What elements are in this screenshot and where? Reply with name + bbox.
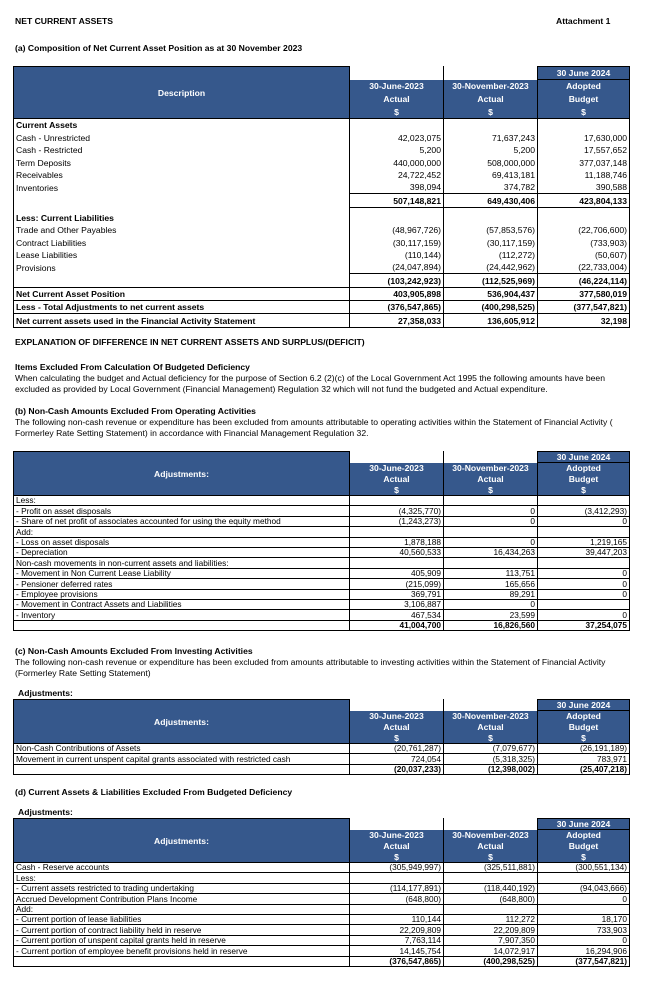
col-budget-line3: Budget (538, 722, 630, 733)
section-b-title: (b) Non-Cash Amounts Excluded From Operating Activities (15, 406, 256, 416)
col-june-line3: $ (350, 852, 444, 863)
value-june-2023: (30,117,159) (350, 236, 444, 248)
table-row (14, 314, 630, 327)
row-label (14, 620, 350, 630)
value-budget-2024: 0 (538, 589, 630, 599)
table-row (14, 224, 630, 236)
value-nov-2023 (444, 527, 538, 537)
value-june-2023: 507,148,821 (350, 194, 444, 207)
value-budget-2024: 39,447,203 (538, 547, 630, 557)
col-adjustments: Adjustments: (14, 452, 350, 496)
value-budget-2024 (538, 119, 630, 132)
operating-adjustments-table (13, 451, 630, 631)
row-label: - Profit on asset disposals (14, 506, 350, 516)
col-budget-line2: Adopted (538, 711, 630, 722)
table-row (14, 894, 630, 904)
value-june-2023: 27,358,033 (350, 314, 444, 327)
value-budget-2024: 733,903 (538, 925, 630, 935)
value-budget-2024 (538, 207, 630, 224)
value-june-2023 (350, 873, 444, 883)
col-june-line2: Actual (350, 841, 444, 852)
value-june-2023: 3,106,887 (350, 599, 444, 609)
row-label: Trade and Other Payables (14, 224, 350, 236)
col-budget-line1: 30 June 2024 (538, 452, 630, 463)
value-budget-2024: 390,588 (538, 181, 630, 194)
value-june-2023 (350, 119, 444, 132)
value-june-2023: (110,144) (350, 249, 444, 261)
table-row (14, 873, 630, 883)
col-nov-line3: $ (444, 733, 538, 744)
value-nov-2023: 536,904,437 (444, 287, 538, 300)
row-label: Non-Cash Contributions of Assets (14, 744, 350, 754)
col-budget-line1: 30 June 2024 (538, 67, 630, 80)
value-budget-2024: (46,224,114) (538, 274, 630, 287)
value-june-2023: (20,037,233) (350, 764, 444, 774)
table-row (14, 925, 630, 935)
value-june-2023: (114,177,891) (350, 883, 444, 893)
col-budget-line4: $ (538, 733, 630, 744)
col-nov-line2: Actual (444, 841, 538, 852)
section-c-title: (c) Non-Cash Amounts Excluded From Investing Activities (15, 646, 253, 656)
value-nov-2023 (444, 904, 538, 914)
col-budget-line3: Budget (538, 474, 630, 485)
value-nov-2023: 16,826,560 (444, 620, 538, 630)
value-budget-2024: (377,547,821) (538, 956, 630, 966)
table-row (14, 946, 630, 956)
row-label: Net current assets used in the Financial Activity Statement (14, 314, 350, 327)
row-label: - Depreciation (14, 547, 350, 557)
subtotal-row (14, 764, 630, 774)
section-d-subtitle: Adjustments: (18, 807, 73, 817)
page-title: NET CURRENT ASSETS (15, 16, 114, 26)
value-june-2023: (376,547,865) (350, 301, 444, 314)
value-june-2023: (24,047,894) (350, 261, 444, 274)
value-budget-2024: 17,630,000 (538, 131, 630, 143)
col-june-line3: $ (350, 106, 444, 119)
value-budget-2024: 11,188,746 (538, 169, 630, 181)
row-label: Provisions (14, 261, 350, 274)
subtotal-row (14, 956, 630, 966)
table-row (14, 181, 630, 194)
table-row (14, 883, 630, 893)
value-budget-2024: (25,407,218) (538, 764, 630, 774)
col-june-line2: Actual (350, 474, 444, 485)
row-label: - Loss on asset disposals (14, 537, 350, 547)
value-nov-2023: 165,656 (444, 579, 538, 589)
col-nov-line3: $ (444, 106, 538, 119)
col-budget-line1: 30 June 2024 (538, 819, 630, 830)
table-row (14, 863, 630, 873)
value-nov-2023: 112,272 (444, 914, 538, 924)
row-label: Less: (14, 873, 350, 883)
row-label: Inventories (14, 181, 350, 194)
row-label: - Employee provisions (14, 589, 350, 599)
row-label: Cash - Restricted (14, 144, 350, 156)
col-nov-line2: Actual (444, 722, 538, 733)
value-june-2023: 110,144 (350, 914, 444, 924)
subtotal-row (14, 274, 630, 287)
table-row (14, 754, 630, 764)
table-row (14, 547, 630, 557)
value-nov-2023: (57,853,576) (444, 224, 538, 236)
value-june-2023 (350, 496, 444, 506)
value-june-2023: 403,905,898 (350, 287, 444, 300)
table-row (14, 914, 630, 924)
subtotal-row (14, 620, 630, 630)
value-june-2023 (350, 558, 444, 568)
items-excluded-title: Items Excluded From Calculation Of Budgeted Deficiency (15, 362, 250, 372)
value-budget-2024: 0 (538, 894, 630, 904)
value-nov-2023: 0 (444, 537, 538, 547)
row-label: - Pensioner deferred rates (14, 579, 350, 589)
row-label: Current Assets (14, 119, 350, 132)
col-budget-line2: Adopted (538, 80, 630, 93)
col-june-line3: $ (350, 733, 444, 744)
table-row (14, 169, 630, 181)
value-june-2023: (20,761,287) (350, 744, 444, 754)
value-budget-2024 (538, 527, 630, 537)
value-june-2023 (350, 904, 444, 914)
row-label: Less - Total Adjustments to net current assets (14, 301, 350, 314)
value-budget-2024: (50,607) (538, 249, 630, 261)
table-row (14, 527, 630, 537)
table-row (14, 249, 630, 261)
col-june-line1: 30-June-2023 (350, 830, 444, 841)
table-row (14, 287, 630, 300)
value-nov-2023: 136,605,912 (444, 314, 538, 327)
value-budget-2024 (538, 904, 630, 914)
value-nov-2023: (30,117,159) (444, 236, 538, 248)
value-budget-2024: 783,971 (538, 754, 630, 764)
value-nov-2023: 69,413,181 (444, 169, 538, 181)
row-label: Term Deposits (14, 156, 350, 168)
row-label: - Current portion of unspent capital grants held in reserve (14, 935, 350, 945)
value-nov-2023: 508,000,000 (444, 156, 538, 168)
table-row (14, 261, 630, 274)
value-budget-2024: 37,254,075 (538, 620, 630, 630)
row-label: - Inventory (14, 610, 350, 620)
col-budget-line4: $ (538, 485, 630, 496)
row-label: Cash - Unrestricted (14, 131, 350, 143)
table-row (14, 579, 630, 589)
value-june-2023: 42,023,075 (350, 131, 444, 143)
value-nov-2023: (400,298,525) (444, 956, 538, 966)
row-label: - Share of net profit of associates accounted for using the equity method (14, 516, 350, 526)
value-nov-2023: (5,318,325) (444, 754, 538, 764)
col-june-line3: $ (350, 485, 444, 496)
value-budget-2024: (22,733,004) (538, 261, 630, 274)
value-june-2023: (48,967,726) (350, 224, 444, 236)
table-row (14, 506, 630, 516)
value-budget-2024 (538, 599, 630, 609)
value-nov-2023: (12,398,002) (444, 764, 538, 774)
table-row (14, 935, 630, 945)
value-june-2023: 1,878,188 (350, 537, 444, 547)
value-june-2023 (350, 207, 444, 224)
value-budget-2024: (22,706,600) (538, 224, 630, 236)
row-label: Contract Liabilities (14, 236, 350, 248)
value-nov-2023: (24,442,962) (444, 261, 538, 274)
value-nov-2023 (444, 496, 538, 506)
col-budget-line2: Adopted (538, 830, 630, 841)
value-nov-2023: 0 (444, 506, 538, 516)
value-budget-2024: (94,043,666) (538, 883, 630, 893)
current-assets-liabilities-table (13, 818, 630, 967)
col-budget-line1: 30 June 2024 (538, 700, 630, 711)
col-june-line1: 30-June-2023 (350, 463, 444, 474)
value-budget-2024: 0 (538, 610, 630, 620)
value-budget-2024 (538, 496, 630, 506)
col-nov-line1: 30-November-2023 (444, 80, 538, 93)
value-nov-2023: 71,637,243 (444, 131, 538, 143)
col-budget-line3: Budget (538, 93, 630, 106)
value-june-2023: 369,791 (350, 589, 444, 599)
col-budget-line2: Adopted (538, 463, 630, 474)
col-budget-line4: $ (538, 852, 630, 863)
row-label: - Movement in Non Current Lease Liability (14, 568, 350, 578)
value-nov-2023: 14,072,917 (444, 946, 538, 956)
value-june-2023: (215,099) (350, 579, 444, 589)
value-june-2023: 41,004,700 (350, 620, 444, 630)
section-d-title: (d) Current Assets & Liabilities Excluded From Budgeted Deficiency (15, 787, 293, 797)
row-label (14, 956, 350, 966)
row-label: Movement in current unspent capital grants associated with restricted cash (14, 754, 350, 764)
value-nov-2023: (400,298,525) (444, 301, 538, 314)
value-budget-2024: 16,294,906 (538, 946, 630, 956)
value-june-2023: (648,800) (350, 894, 444, 904)
net-current-assets-table (13, 66, 630, 328)
value-budget-2024: 0 (538, 579, 630, 589)
value-nov-2023: 7,907,350 (444, 935, 538, 945)
col-june-line2: Actual (350, 93, 444, 106)
col-nov-line2: Actual (444, 93, 538, 106)
section-c-text: The following non-cash revenue or expenditure has been excluded from amounts attributable to investing activities within the Statement of Financial Activity (Formerley Rate Setting Statement) (15, 657, 606, 678)
table-row (14, 156, 630, 168)
table-row (14, 537, 630, 547)
value-budget-2024 (538, 873, 630, 883)
investing-adjustments-table (13, 699, 630, 775)
table-row (14, 119, 630, 132)
explanation-title: EXPLANATION OF DIFFERENCE IN NET CURRENT ASSETS AND SURPLUS/(DEFICIT) (15, 337, 365, 347)
row-label: Lease Liabilities (14, 249, 350, 261)
row-label: Accrued Development Contribution Plans Income (14, 894, 350, 904)
value-nov-2023: 113,751 (444, 568, 538, 578)
table-row (14, 589, 630, 599)
row-label: Receivables (14, 169, 350, 181)
row-label: Add: (14, 904, 350, 914)
value-budget-2024: (26,191,189) (538, 744, 630, 754)
value-budget-2024: 377,580,019 (538, 287, 630, 300)
value-nov-2023: (118,440,192) (444, 883, 538, 893)
col-budget-line3: Budget (538, 841, 630, 852)
col-budget-line4: $ (538, 106, 630, 119)
value-june-2023: 467,534 (350, 610, 444, 620)
value-budget-2024: 18,170 (538, 914, 630, 924)
col-nov-line1: 30-November-2023 (444, 711, 538, 722)
value-june-2023: 724,054 (350, 754, 444, 764)
value-nov-2023: (112,272) (444, 249, 538, 261)
value-budget-2024: (377,547,821) (538, 301, 630, 314)
table-row (14, 568, 630, 578)
col-nov-line2: Actual (444, 474, 538, 485)
value-june-2023: 22,209,809 (350, 925, 444, 935)
section-a-title: (a) Composition of Net Current Asset Position as at 30 November 2023 (15, 43, 303, 53)
row-label: - Current portion of lease liabilities (14, 914, 350, 924)
col-nov-line3: $ (444, 485, 538, 496)
value-nov-2023 (444, 119, 538, 132)
row-label: Cash - Reserve accounts (14, 863, 350, 873)
value-june-2023: 5,200 (350, 144, 444, 156)
value-june-2023: 440,000,000 (350, 156, 444, 168)
table-row (14, 236, 630, 248)
table-row (14, 744, 630, 754)
table-row (14, 516, 630, 526)
row-label: Add: (14, 527, 350, 537)
value-nov-2023 (444, 207, 538, 224)
row-label: Net Current Asset Position (14, 287, 350, 300)
value-nov-2023 (444, 873, 538, 883)
col-nov-line3: $ (444, 852, 538, 863)
col-june-line1: 30-June-2023 (350, 711, 444, 722)
value-nov-2023: (112,525,969) (444, 274, 538, 287)
row-label: - Current portion of employee benefit provisions held in reserve (14, 946, 350, 956)
value-nov-2023: 0 (444, 516, 538, 526)
row-label (14, 764, 350, 774)
value-june-2023: (4,325,770) (350, 506, 444, 516)
value-june-2023: 398,094 (350, 181, 444, 194)
row-label: Non-cash movements in non-current assets and liabilities: (14, 558, 350, 568)
value-budget-2024: 32,198 (538, 314, 630, 327)
value-nov-2023: 22,209,809 (444, 925, 538, 935)
value-budget-2024: 0 (538, 516, 630, 526)
value-budget-2024 (538, 558, 630, 568)
col-june-line2: Actual (350, 722, 444, 733)
value-june-2023: (103,242,923) (350, 274, 444, 287)
value-nov-2023: 23,599 (444, 610, 538, 620)
col-adjustments: Adjustments: (14, 700, 350, 744)
row-label: Less: (14, 496, 350, 506)
value-budget-2024: 423,804,133 (538, 194, 630, 207)
value-nov-2023: 5,200 (444, 144, 538, 156)
row-label: Less: Current Liabilities (14, 207, 350, 224)
row-label (14, 274, 350, 287)
section-b-text: The following non-cash revenue or expenditure has been excluded from amounts attributable to operating activities within the Statement of Financial Activity ( Formerley Rate Setting Statement) in accordance with Financial Management Regulation 32. (15, 417, 613, 438)
table-row (14, 610, 630, 620)
subtotal-row (14, 194, 630, 207)
value-nov-2023 (444, 558, 538, 568)
value-nov-2023: 374,782 (444, 181, 538, 194)
col-nov-line1: 30-November-2023 (444, 463, 538, 474)
row-label: - Current assets restricted to trading undertaking (14, 883, 350, 893)
row-label (14, 194, 350, 207)
value-june-2023: 24,722,452 (350, 169, 444, 181)
value-june-2023: 405,909 (350, 568, 444, 578)
value-budget-2024: (3,412,293) (538, 506, 630, 516)
table-row (14, 207, 630, 224)
value-budget-2024: 0 (538, 935, 630, 945)
value-budget-2024: 17,557,652 (538, 144, 630, 156)
row-label: - Current portion of contract liability held in reserve (14, 925, 350, 935)
col-june-line1: 30-June-2023 (350, 80, 444, 93)
value-june-2023 (350, 527, 444, 537)
table-row (14, 558, 630, 568)
col-adjustments: Adjustments: (14, 819, 350, 863)
value-nov-2023: 649,430,406 (444, 194, 538, 207)
table-row (14, 144, 630, 156)
value-budget-2024: 0 (538, 568, 630, 578)
value-nov-2023: 0 (444, 599, 538, 609)
value-budget-2024: 377,037,148 (538, 156, 630, 168)
value-nov-2023: 16,434,263 (444, 547, 538, 557)
value-june-2023: (305,949,997) (350, 863, 444, 873)
col-nov-line1: 30-November-2023 (444, 830, 538, 841)
value-nov-2023: (648,800) (444, 894, 538, 904)
value-june-2023: (376,547,865) (350, 956, 444, 966)
value-nov-2023: (325,511,881) (444, 863, 538, 873)
attachment-label: Attachment 1 (556, 16, 611, 26)
value-june-2023: (1,243,273) (350, 516, 444, 526)
items-excluded-text: When calculating the budget and Actual deficiency for the purpose of Section 6.2 (2)(c) of the Local Government Act 1995 the following amounts have been excluded as provided by Local Government (Financial Management) Regulation 32 which will not fund the budgeted and Actual expenditure. (15, 373, 605, 394)
col-description: Description (14, 67, 350, 119)
value-budget-2024: (733,903) (538, 236, 630, 248)
table-row (14, 301, 630, 314)
table-row (14, 131, 630, 143)
table-row (14, 599, 630, 609)
value-budget-2024: 1,219,165 (538, 537, 630, 547)
section-c-subtitle: Adjustments: (18, 688, 73, 698)
value-nov-2023: 89,291 (444, 589, 538, 599)
row-label: - Movement in Contract Assets and Liabilities (14, 599, 350, 609)
value-june-2023: 14,145,754 (350, 946, 444, 956)
value-june-2023: 7,763,114 (350, 935, 444, 945)
value-budget-2024: (300,551,134) (538, 863, 630, 873)
value-june-2023: 40,560,533 (350, 547, 444, 557)
table-row (14, 904, 630, 914)
table-row (14, 496, 630, 506)
value-nov-2023: (7,079,677) (444, 744, 538, 754)
